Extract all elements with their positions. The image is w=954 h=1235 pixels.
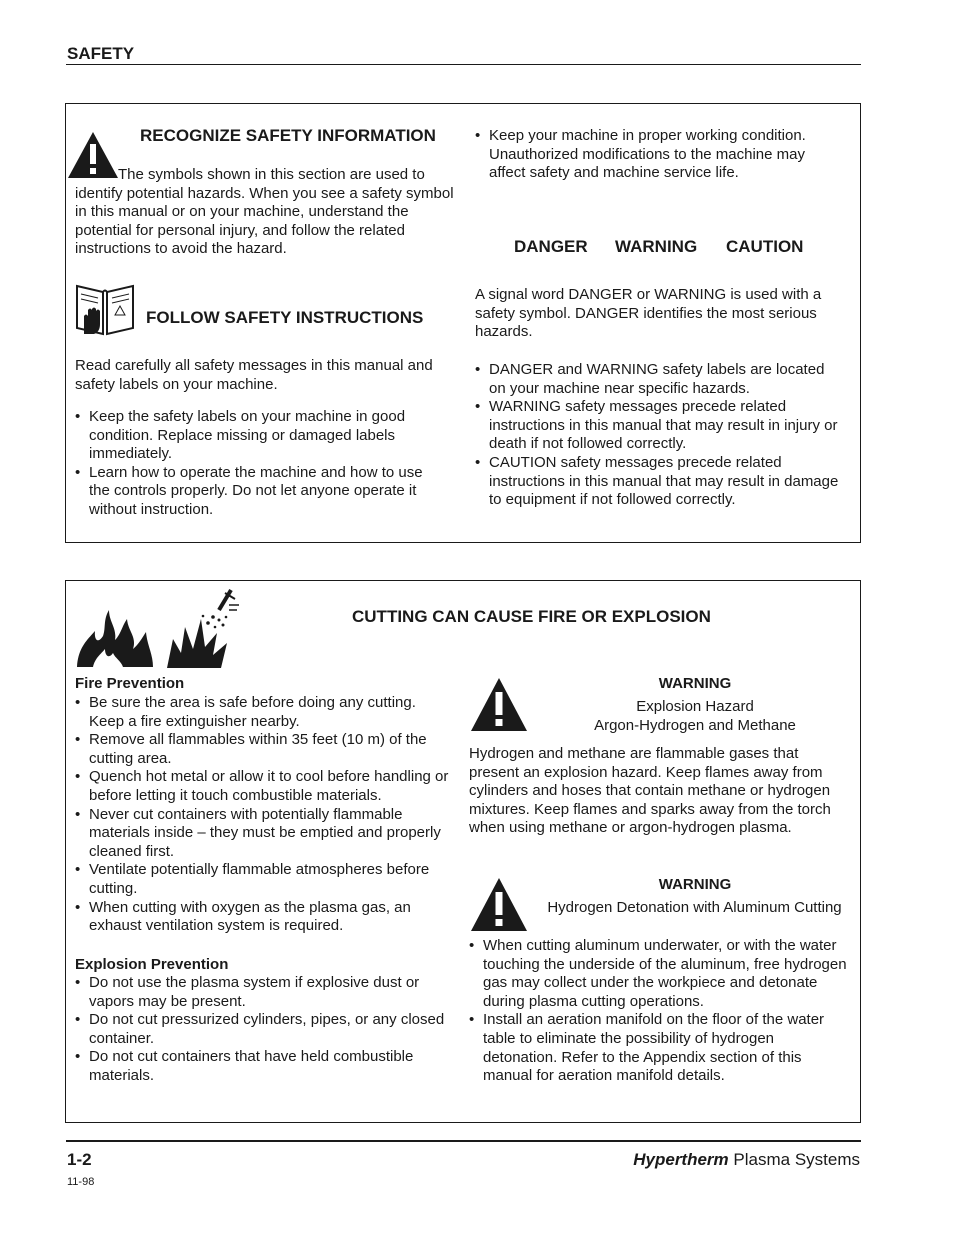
footer-rule [66, 1140, 861, 1142]
list-item: • Quench hot metal or allow it to cool before handling or before letting it touch combustible materials. [75, 768, 450, 805]
list-item: • When cutting with oxygen as the plasma gas, an exhaust ventilation system is required. [75, 899, 450, 936]
recognize-title: RECOGNIZE SAFETY INFORMATION [140, 126, 436, 145]
manual-book-icon [74, 280, 136, 336]
warning2-label: WARNING [658, 876, 732, 893]
recognize-text: The symbols shown in this section are used to identify potential hazards. When you see a safety symbol in this manual or on your machine, understand the potential for personal injury, and follow the related instructions to avoid the hazard. [75, 166, 454, 258]
explosion-prevention-heading: Explosion Prevention [75, 956, 229, 973]
fire-prevention-heading: Fire Prevention [75, 675, 185, 692]
follow-bullets [75, 408, 447, 520]
header-rule [66, 64, 861, 65]
machine-condition-bullet [475, 127, 845, 183]
list-item: • Never cut containers with potentially flammable materials inside – they must be emptied and properly cleaned first. [75, 806, 450, 862]
list-item: • Do not cut containers that have held combustible materials. [75, 1048, 450, 1085]
list-item: • Keep the safety labels on your machine in good condition. Replace missing or damaged labels immediately. [75, 408, 447, 464]
list-item: • Remove all flammables within 35 feet (10 m) of the cutting area. [75, 731, 450, 768]
fire-prevention-bullets [75, 694, 450, 936]
list-item: • DANGER and WARNING safety labels are located on your machine near specific hazards. [475, 361, 845, 398]
signal-word-danger: DANGER [514, 237, 588, 256]
signal-bullets [475, 361, 845, 510]
page-number: 1-2 [67, 1150, 92, 1169]
brand-logo: Hypertherm [633, 1150, 729, 1169]
warning-triangle-icon [470, 677, 528, 732]
warning1-line2: Argon-Hydrogen and Methane [594, 717, 796, 734]
list-item: • When cutting aluminum underwater, or with the water touching the underside of the aluminum, free hydrogen gas may collect under the workpiece and detonate during plasma cutting operations. [469, 937, 847, 1011]
follow-intro: Read carefully all safety messages in this manual and safety labels on your machine. [75, 357, 433, 393]
signal-word-warning: WARNING [615, 237, 698, 256]
fire-flame-icon [75, 604, 155, 668]
list-item: • Install an aeration manifold on the floor of the water table to eliminate the possibility of hydrogen detonation. Refer to the Appendix section of this manual for aeration manifold details. [469, 1011, 847, 1085]
list-item: • Ventilate potentially flammable atmospheres before cutting. [75, 861, 450, 898]
list-item: • CAUTION safety messages precede related instructions in this manual that may result in damage to equipment if not followed correctly. [475, 454, 845, 510]
signal-word-caution: CAUTION [726, 237, 804, 256]
warning2-line1: Hydrogen Detonation with Aluminum Cutting [547, 899, 842, 916]
footer-brand [633, 1150, 860, 1170]
list-item: • Be sure the area is safe before doing any cutting. Keep a fire extinguisher nearby. [75, 694, 450, 731]
list-item: • Learn how to operate the machine and how to use the controls properly. Do not let anyone operate it without instruction. [75, 464, 447, 520]
revision-date: 11-98 [67, 1176, 95, 1188]
fire-explosion-title: CUTTING CAN CAUSE FIRE OR EXPLOSION [352, 607, 711, 626]
warning1-text: Hydrogen and methane are flammable gases that present an explosion hazard. Keep flames away from cylinders and hoses that contain methane or hydrogen mixtures. Keep flames and sparks away from the torch when using methane or argon-hydrogen plasma. [469, 745, 831, 837]
warning1-line1: Explosion Hazard [636, 698, 754, 715]
list-item: • WARNING safety messages precede related instructions in this manual that may result in injury or death if not followed correctly. [475, 398, 845, 454]
list-item: • Keep your machine in proper working condition. Unauthorized modifications to the machine may affect safety and machine service life. [475, 127, 845, 183]
warning1-label: WARNING [658, 675, 732, 692]
warning2-bullets [469, 937, 847, 1086]
torch-explosion-icon [165, 587, 245, 669]
section-header: SAFETY [67, 44, 135, 63]
list-item: • Do not cut pressurized cylinders, pipes, or any closed container. [75, 1011, 450, 1048]
explosion-prevention-bullets [75, 974, 450, 1086]
list-item: • Do not use the plasma system if explosive dust or vapors may be present. [75, 974, 450, 1011]
signal-intro: A signal word DANGER or WARNING is used with a safety symbol. DANGER identifies the most serious hazards. [475, 286, 822, 341]
product-name: Plasma Systems [733, 1150, 860, 1169]
follow-title: FOLLOW SAFETY INSTRUCTIONS [146, 308, 424, 327]
warning-triangle-icon [470, 877, 528, 932]
